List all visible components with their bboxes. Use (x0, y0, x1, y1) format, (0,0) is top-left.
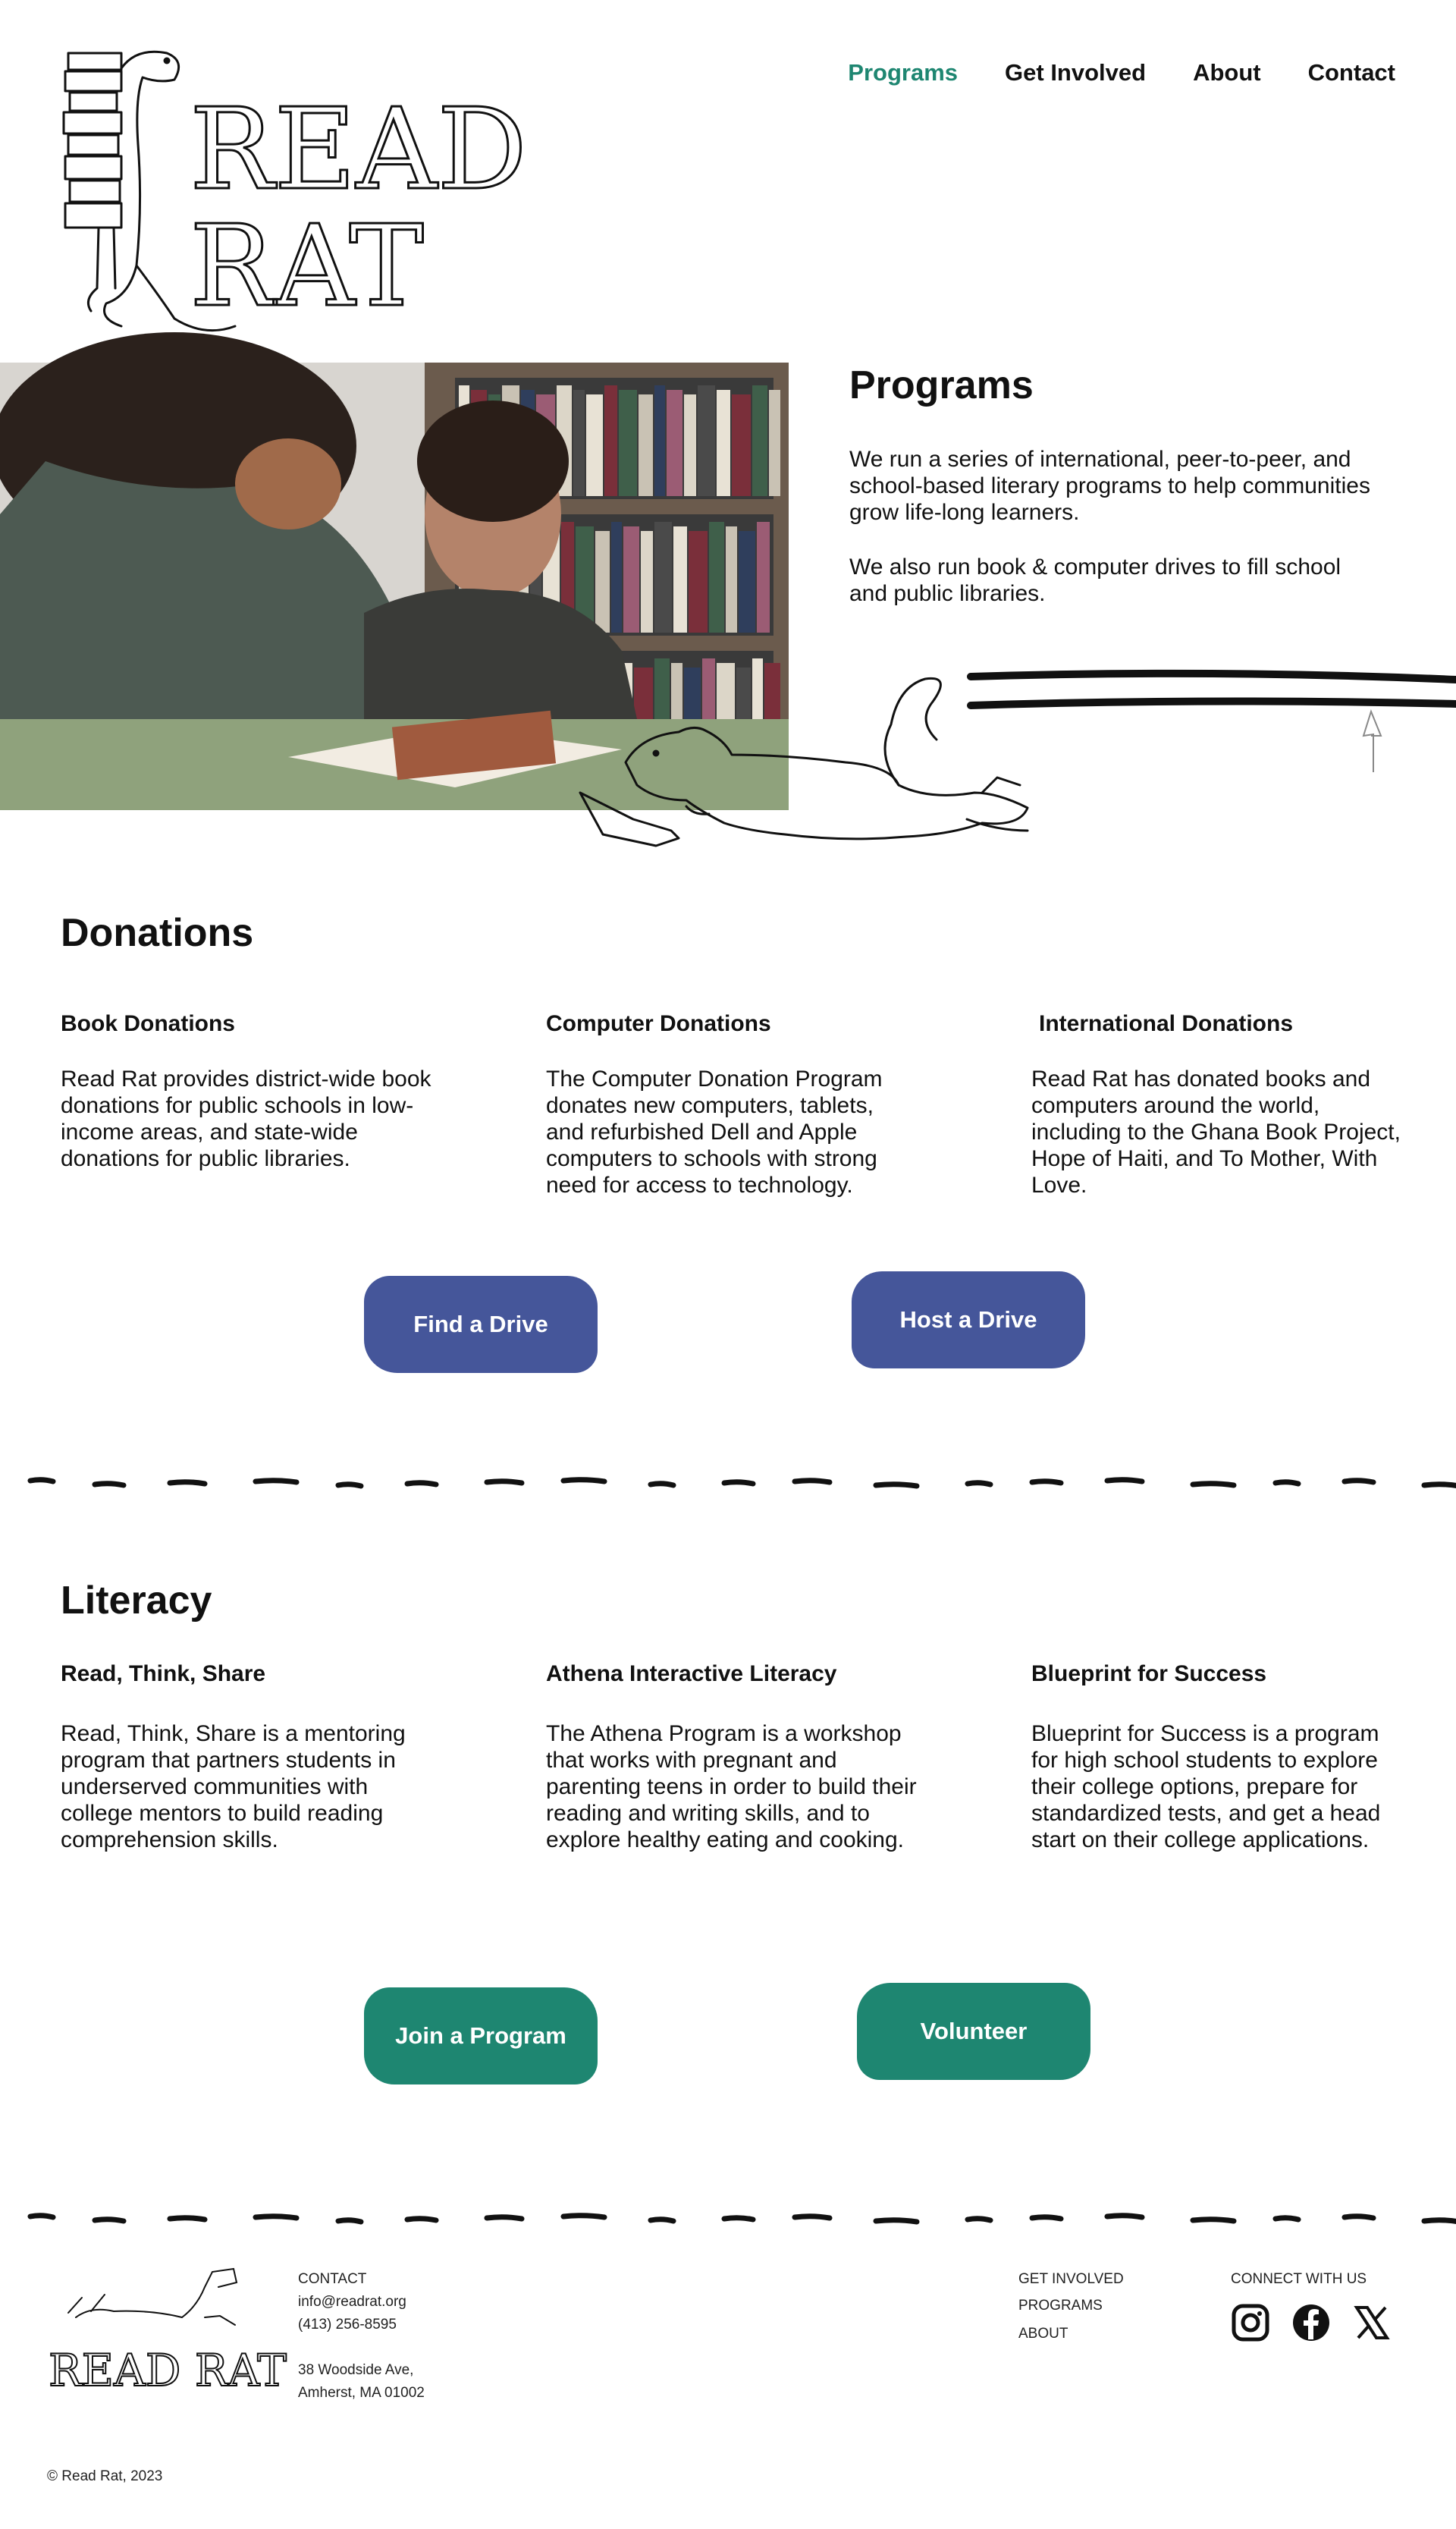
copyright: © Read Rat, 2023 (47, 2468, 163, 2484)
rat-reading-illustration (573, 679, 1035, 861)
dashed-divider-footer (0, 2204, 1456, 2234)
computer-donations-text: The Computer Donation Program donates new computers, tablets, and refurbished Dell and Apple computers to schools with strong need for access to technology. (546, 1067, 883, 1198)
connect-heading: CONNECT WITH US (1231, 2271, 1367, 2287)
main-nav (848, 59, 1395, 86)
international-donations-text: Read Rat has donated books and computers around the world, including to the Ghana Book Project, Hope of Haiti, and To Mother, With Love. (1031, 1067, 1401, 1198)
nav-about[interactable]: About (1193, 59, 1261, 86)
decorative-stripes (969, 666, 1456, 772)
host-a-drive-button[interactable]: Host a Drive (852, 1271, 1085, 1368)
contact-phone: (413) 256-8595 (298, 2317, 397, 2333)
page-title: Programs (849, 363, 1034, 407)
facebook-icon[interactable] (1291, 2303, 1331, 2342)
footer-logo (46, 2264, 287, 2396)
book-donations-text: Read Rat provides district-wide book donations for public schools in low-income areas, and state-wide donations for public libraries. (61, 1067, 431, 1171)
find-a-drive-button[interactable]: Find a Drive (364, 1276, 598, 1373)
nav-programs[interactable]: Programs (848, 59, 959, 86)
footer-logo-text: READ RAT (49, 2345, 287, 2396)
svg-text:READ: READ (190, 84, 528, 215)
join-a-program-button[interactable]: Join a Program (364, 1987, 598, 2084)
blueprint-text: Blueprint for Success is a program for high school students to explore their college options, prepare for standardized tests, and get a head start on their college applications. (1031, 1721, 1381, 1852)
x-twitter-icon[interactable] (1352, 2303, 1392, 2342)
volunteer-button[interactable]: Volunteer (857, 1983, 1090, 2080)
instagram-icon[interactable] (1231, 2303, 1270, 2342)
book-donations-title: Book Donations (61, 1011, 235, 1036)
contact-email-link[interactable]: info@readrat.org (298, 2294, 406, 2310)
computer-donations-title: Computer Donations (546, 1011, 771, 1036)
logo-link[interactable] (53, 38, 528, 341)
footer-link-programs[interactable]: PROGRAMS (1018, 2298, 1103, 2314)
nav-get-involved[interactable]: Get Involved (1005, 59, 1147, 86)
read-think-share-title: Read, Think, Share (61, 1661, 266, 1686)
literacy-title: Literacy (61, 1579, 212, 1623)
blueprint-title: Blueprint for Success (1031, 1661, 1267, 1686)
read-rat-logo (53, 38, 528, 341)
address-line1: 38 Woodside Ave, (298, 2362, 414, 2378)
dashed-divider (0, 1468, 1456, 1498)
footer-link-get-involved[interactable]: GET INVOLVED (1018, 2271, 1124, 2287)
international-donations-title: International Donations (1039, 1011, 1294, 1036)
footer-link-about[interactable]: ABOUT (1018, 2326, 1068, 2342)
hero-intro: We run a series of international, peer-to-peer, and school-based literary programs to help communities grow life-long learners. (849, 447, 1370, 525)
address-line2: Amherst, MA 01002 (298, 2385, 425, 2401)
social-links (1231, 2303, 1392, 2342)
athena-title: Athena Interactive Literacy (546, 1661, 837, 1686)
nav-contact[interactable]: Contact (1307, 59, 1395, 86)
svg-text:RAT: RAT (190, 201, 424, 331)
contact-heading: CONTACT (298, 2271, 367, 2287)
donations-title: Donations (61, 911, 254, 955)
hero-drives: We also run book & computer drives to fill school and public libraries. (849, 554, 1341, 606)
read-think-share-text: Read, Think, Share is a mentoring program that partners students in underserved communities with college mentors to build reading comprehension skills. (61, 1721, 406, 1852)
athena-text: The Athena Program is a workshop that works with pregnant and parenting teens in order to build their reading and writing skills, and to explore healthy eating and cooking. (546, 1721, 917, 1852)
